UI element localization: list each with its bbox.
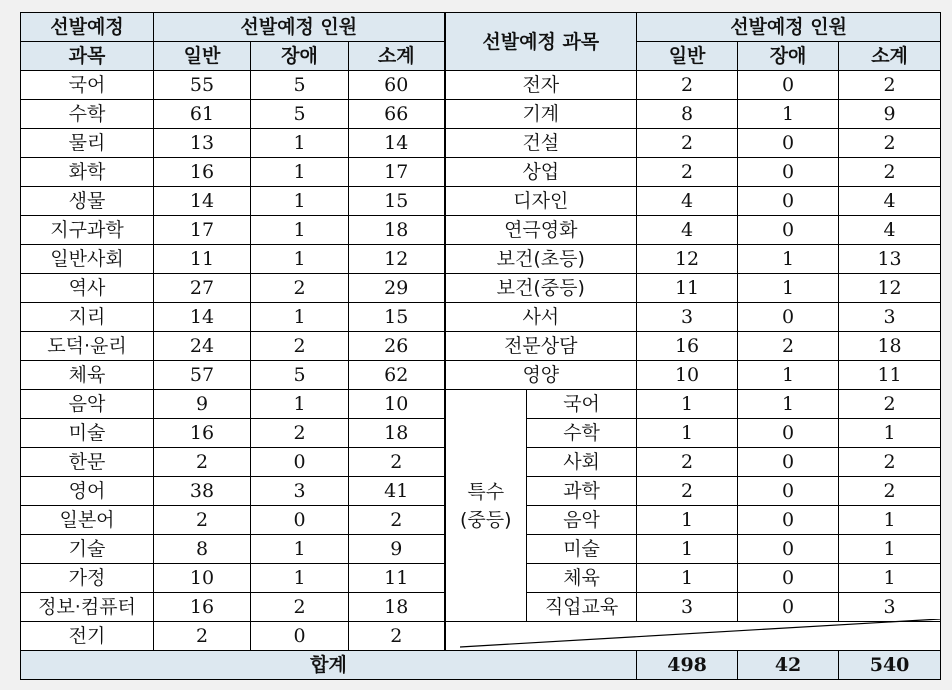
- total-row: [21, 651, 941, 680]
- table-row: [21, 71, 941, 100]
- table-row: [21, 622, 941, 651]
- right-general: 8: [637, 100, 738, 129]
- left-subject: 미술: [21, 419, 154, 448]
- right-disabled: 0: [738, 129, 839, 158]
- right-subject: 상업: [445, 158, 637, 187]
- left-general: 2: [154, 506, 251, 535]
- left-general: 2: [154, 448, 251, 477]
- left-subtotal: 18: [349, 593, 445, 622]
- right-subtotal: 13: [839, 245, 941, 274]
- table-frame: [20, 12, 940, 676]
- left-disabled: 0: [251, 448, 349, 477]
- left-subject: 가정: [21, 564, 154, 593]
- left-general: 10: [154, 564, 251, 593]
- left-disabled: 1: [251, 535, 349, 564]
- header-row-1: [21, 13, 941, 42]
- left-subtotal: 62: [349, 361, 445, 390]
- left-general: 14: [154, 187, 251, 216]
- left-disabled: 1: [251, 187, 349, 216]
- header-right-disabled: 장애: [738, 42, 839, 71]
- right-disabled: 2: [738, 332, 839, 361]
- left-general: 55: [154, 71, 251, 100]
- special-label: [445, 390, 527, 622]
- special-general: 1: [637, 419, 738, 448]
- left-subtotal: 2: [349, 448, 445, 477]
- left-general: 24: [154, 332, 251, 361]
- right-subtotal: 18: [839, 332, 941, 361]
- left-general: 17: [154, 216, 251, 245]
- special-general: 2: [637, 477, 738, 506]
- right-disabled: 0: [738, 303, 839, 332]
- left-subtotal: 2: [349, 622, 445, 651]
- left-disabled: 1: [251, 158, 349, 187]
- special-general: 2: [637, 448, 738, 477]
- left-disabled: 2: [251, 332, 349, 361]
- special-general: 3: [637, 593, 738, 622]
- right-subject: 사서: [445, 303, 637, 332]
- special-subtotal: 3: [839, 593, 941, 622]
- left-subject: 체육: [21, 361, 154, 390]
- left-disabled: 5: [251, 71, 349, 100]
- special-disabled: 1: [738, 390, 839, 419]
- right-disabled: 1: [738, 361, 839, 390]
- left-subtotal: 11: [349, 564, 445, 593]
- left-subtotal: 17: [349, 158, 445, 187]
- left-disabled: 0: [251, 506, 349, 535]
- right-subject: 영양: [445, 361, 637, 390]
- special-general: 1: [637, 506, 738, 535]
- right-subject: 보건(초등): [445, 245, 637, 274]
- special-disabled: 0: [738, 535, 839, 564]
- right-general: 3: [637, 303, 738, 332]
- left-subtotal: 15: [349, 187, 445, 216]
- header-general: 일반: [154, 42, 251, 71]
- left-general: 27: [154, 274, 251, 303]
- left-general: 16: [154, 419, 251, 448]
- special-subject: 국어: [527, 390, 637, 419]
- right-general: 4: [637, 187, 738, 216]
- left-subject: 기술: [21, 535, 154, 564]
- right-general: 11: [637, 274, 738, 303]
- right-subject: 전문상담: [445, 332, 637, 361]
- selection-table: [20, 12, 941, 680]
- left-subject: 전기: [21, 622, 154, 651]
- special-subtotal: 1: [839, 506, 941, 535]
- right-general: 10: [637, 361, 738, 390]
- left-disabled: 1: [251, 245, 349, 274]
- left-subtotal: 10: [349, 390, 445, 419]
- left-subject: 지리: [21, 303, 154, 332]
- total-disabled: 42: [738, 651, 839, 680]
- left-subtotal: 12: [349, 245, 445, 274]
- right-disabled: 1: [738, 100, 839, 129]
- left-subtotal: 14: [349, 129, 445, 158]
- left-general: 61: [154, 100, 251, 129]
- special-label-line1: 특수: [467, 480, 505, 503]
- left-subtotal: 66: [349, 100, 445, 129]
- special-subtotal: 2: [839, 448, 941, 477]
- header-right-subtotal: 소계: [839, 42, 941, 71]
- right-disabled: 1: [738, 245, 839, 274]
- empty-cell: [445, 622, 941, 651]
- special-subtotal: 1: [839, 564, 941, 593]
- special-subtotal: 1: [839, 419, 941, 448]
- left-subtotal: 41: [349, 477, 445, 506]
- left-disabled: 1: [251, 129, 349, 158]
- left-subject: 수학: [21, 100, 154, 129]
- left-subtotal: 18: [349, 419, 445, 448]
- right-subtotal: 4: [839, 216, 941, 245]
- left-subject: 물리: [21, 129, 154, 158]
- left-disabled: 1: [251, 564, 349, 593]
- table-row: [21, 390, 941, 419]
- right-disabled: 0: [738, 71, 839, 100]
- special-disabled: 0: [738, 477, 839, 506]
- header-subject-line1: 선발예정: [21, 13, 154, 42]
- left-subtotal: 2: [349, 506, 445, 535]
- right-disabled: 0: [738, 216, 839, 245]
- right-subject: 전자: [445, 71, 637, 100]
- left-disabled: 2: [251, 593, 349, 622]
- table-row: [21, 129, 941, 158]
- special-subject: 수학: [527, 419, 637, 448]
- right-general: 4: [637, 216, 738, 245]
- special-general: 1: [637, 535, 738, 564]
- right-subtotal: 2: [839, 71, 941, 100]
- right-subtotal: 2: [839, 158, 941, 187]
- left-subject: 영어: [21, 477, 154, 506]
- right-subtotal: 2: [839, 129, 941, 158]
- left-disabled: 2: [251, 419, 349, 448]
- special-subtotal: 2: [839, 477, 941, 506]
- total-label: 합계: [21, 651, 637, 680]
- left-subtotal: 15: [349, 303, 445, 332]
- left-general: 57: [154, 361, 251, 390]
- special-disabled: 0: [738, 419, 839, 448]
- left-disabled: 1: [251, 303, 349, 332]
- header-right-count-group: 선발예정 인원: [637, 13, 941, 42]
- left-subtotal: 60: [349, 71, 445, 100]
- right-subtotal: 9: [839, 100, 941, 129]
- right-subject: 연극영화: [445, 216, 637, 245]
- right-subject: 보건(중등): [445, 274, 637, 303]
- right-subtotal: 12: [839, 274, 941, 303]
- table-row: [21, 100, 941, 129]
- special-general: 1: [637, 564, 738, 593]
- right-subtotal: 11: [839, 361, 941, 390]
- right-subject: 디자인: [445, 187, 637, 216]
- left-subject: 국어: [21, 71, 154, 100]
- left-subject: 지구과학: [21, 216, 154, 245]
- left-subtotal: 9: [349, 535, 445, 564]
- special-general: 1: [637, 390, 738, 419]
- left-subject: 역사: [21, 274, 154, 303]
- right-subtotal: 4: [839, 187, 941, 216]
- left-subject: 한문: [21, 448, 154, 477]
- left-general: 14: [154, 303, 251, 332]
- left-disabled: 5: [251, 100, 349, 129]
- special-subject: 사회: [527, 448, 637, 477]
- table-row: [21, 361, 941, 390]
- left-subtotal: 26: [349, 332, 445, 361]
- special-subject: 과학: [527, 477, 637, 506]
- header-count-group: 선발예정 인원: [154, 13, 445, 42]
- table-row: [21, 245, 941, 274]
- left-general: 11: [154, 245, 251, 274]
- special-subject: 음악: [527, 506, 637, 535]
- left-disabled: 1: [251, 216, 349, 245]
- right-general: 16: [637, 332, 738, 361]
- right-subtotal: 3: [839, 303, 941, 332]
- left-disabled: 2: [251, 274, 349, 303]
- table-row: [21, 274, 941, 303]
- left-subject: 일반사회: [21, 245, 154, 274]
- special-subject: 미술: [527, 535, 637, 564]
- left-general: 16: [154, 158, 251, 187]
- right-general: 12: [637, 245, 738, 274]
- left-subject: 음악: [21, 390, 154, 419]
- header-subject-line2: 과목: [21, 42, 154, 71]
- special-subtotal: 1: [839, 535, 941, 564]
- header-disabled: 장애: [251, 42, 349, 71]
- header-subtotal: 소계: [349, 42, 445, 71]
- table-row: [21, 303, 941, 332]
- left-general: 9: [154, 390, 251, 419]
- left-disabled: 0: [251, 622, 349, 651]
- left-disabled: 5: [251, 361, 349, 390]
- left-subtotal: 29: [349, 274, 445, 303]
- left-subtotal: 18: [349, 216, 445, 245]
- left-subject: 화학: [21, 158, 154, 187]
- right-subject: 기계: [445, 100, 637, 129]
- right-disabled: 0: [738, 187, 839, 216]
- special-disabled: 0: [738, 448, 839, 477]
- right-general: 2: [637, 71, 738, 100]
- right-disabled: 0: [738, 158, 839, 187]
- left-subject: 생물: [21, 187, 154, 216]
- special-disabled: 0: [738, 506, 839, 535]
- special-subject: 직업교육: [527, 593, 637, 622]
- total-subtotal: 540: [839, 651, 941, 680]
- header-right-subject: 선발예정 과목: [445, 13, 637, 71]
- right-general: 2: [637, 129, 738, 158]
- left-general: 13: [154, 129, 251, 158]
- special-subject: 체육: [527, 564, 637, 593]
- total-general: 498: [637, 651, 738, 680]
- special-subtotal: 2: [839, 390, 941, 419]
- special-label-line2: (중등): [460, 508, 512, 531]
- left-disabled: 1: [251, 390, 349, 419]
- left-general: 16: [154, 593, 251, 622]
- table-row: [21, 158, 941, 187]
- left-disabled: 3: [251, 477, 349, 506]
- right-disabled: 1: [738, 274, 839, 303]
- right-subject: 건설: [445, 129, 637, 158]
- header-right-general: 일반: [637, 42, 738, 71]
- table-row: [21, 187, 941, 216]
- left-subject: 일본어: [21, 506, 154, 535]
- table-row: [21, 216, 941, 245]
- special-disabled: 0: [738, 593, 839, 622]
- left-subject: 도덕·윤리: [21, 332, 154, 361]
- left-general: 38: [154, 477, 251, 506]
- left-general: 2: [154, 622, 251, 651]
- special-disabled: 0: [738, 564, 839, 593]
- table-row: [21, 332, 941, 361]
- left-general: 8: [154, 535, 251, 564]
- right-general: 2: [637, 158, 738, 187]
- left-subject: 정보·컴퓨터: [21, 593, 154, 622]
